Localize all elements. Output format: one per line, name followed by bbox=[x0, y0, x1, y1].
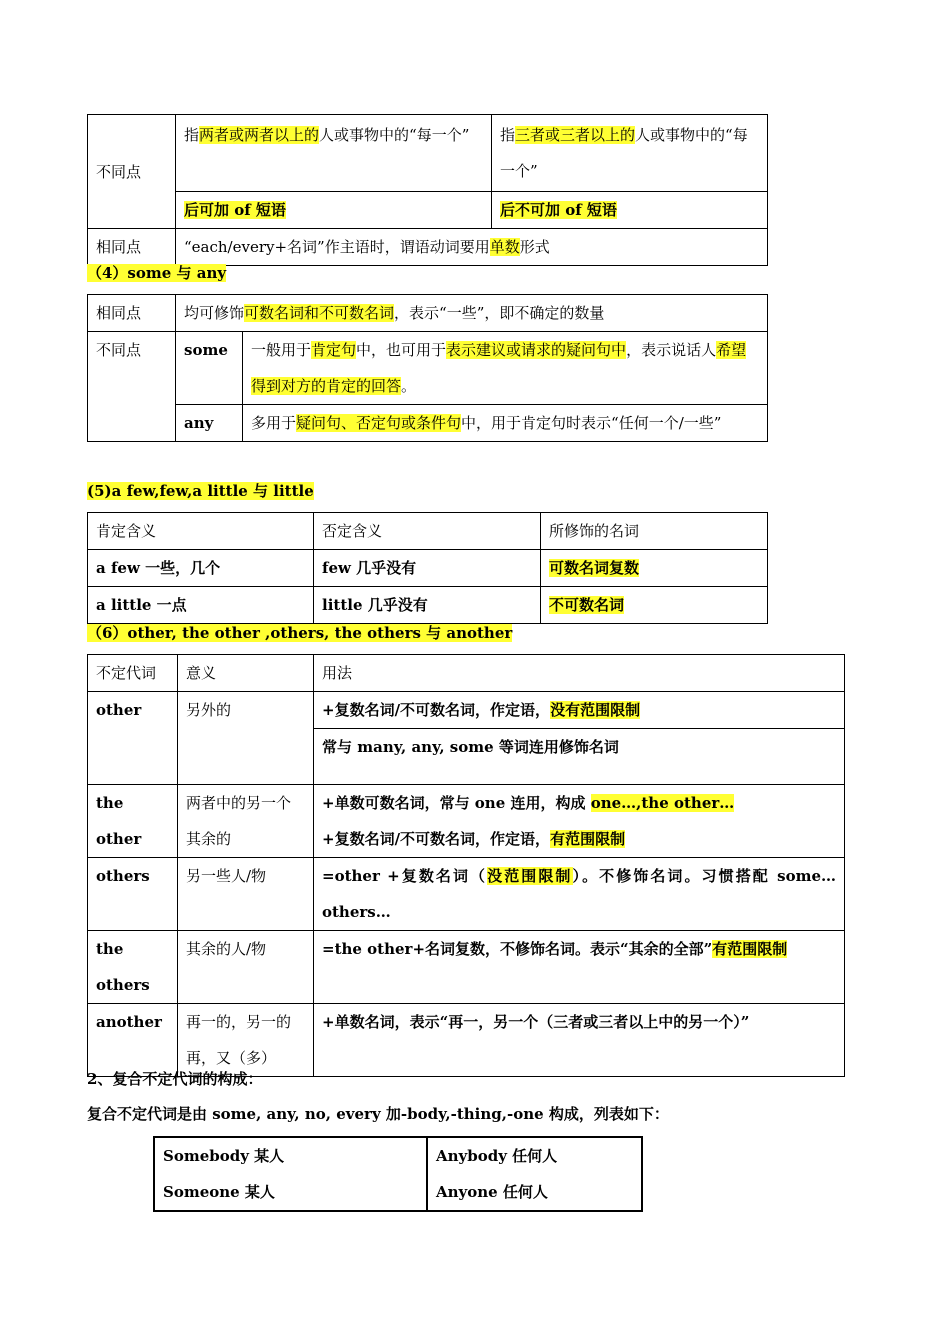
theothers-word: the others bbox=[88, 931, 178, 1004]
heading-few-little: (5)a few,few,a little 与 little bbox=[87, 482, 314, 500]
compound-pronoun-table bbox=[153, 1136, 643, 1212]
header-pronoun: 不定代词 bbox=[88, 655, 178, 692]
cell-some-forms: Somebody 某人 Someone 某人 bbox=[154, 1137, 427, 1211]
heading-some-any: （4）some 与 any bbox=[87, 264, 227, 282]
every-of-phrase: 后不可加 of 短语 bbox=[492, 192, 768, 229]
theothers-meaning: 其余的人/物 bbox=[178, 931, 314, 1004]
other-table bbox=[87, 654, 845, 1077]
same-label: 相同点 bbox=[88, 295, 176, 332]
other-usage-1: +复数名词/不可数名词，作定语，没有范围限制 bbox=[314, 692, 845, 729]
others-word: others bbox=[88, 858, 178, 931]
each-meaning: 指两者或两者以上的人或事物中的“每一个” bbox=[176, 115, 492, 192]
another-usage: +单数名词，表示“再一，另一个（三者或三者以上中的另一个）” bbox=[314, 1004, 845, 1077]
theother-usage: +单数可数名词，常与 one 连用，构成 one…,the other… +复数名词/不可数名词，作定语，有范围限制 bbox=[314, 785, 845, 858]
cell-any-forms: Anybody 任何人 Anyone 任何人 bbox=[427, 1137, 642, 1211]
same-description: 均可修饰可数名词和不可数名词，表示“一些”，即不确定的数量 bbox=[176, 295, 768, 332]
header-usage: 用法 bbox=[314, 655, 845, 692]
theother-word: the other bbox=[88, 785, 178, 858]
header-negative: 否定含义 bbox=[314, 513, 541, 550]
same-description: “each/every+名词”作主语时，谓语动词要用单数形式 bbox=[176, 229, 768, 266]
same-label: 相同点 bbox=[88, 229, 176, 266]
diff-label: 不同点 bbox=[88, 115, 176, 229]
some-usage: 一般用于肯定句中，也可用于表示建议或请求的疑问句中，表示说话人希望得到对方的肯定的回答。 bbox=[243, 332, 768, 405]
few-little-table bbox=[87, 512, 768, 624]
section2-intro: 复合不定代词是由 some, any, no, every 加-body,-thing,-one 构成，列表如下： bbox=[87, 1105, 669, 1123]
each-of-phrase: 后可加 of 短语 bbox=[176, 192, 492, 229]
cell-a-little: a little 一点 bbox=[88, 587, 314, 624]
other-usage-2: 常与 many, any, some 等词连用修饰名词 bbox=[314, 729, 845, 785]
header-meaning: 意义 bbox=[178, 655, 314, 692]
other-word: other bbox=[88, 692, 178, 785]
others-meaning: 另一些人/物 bbox=[178, 858, 314, 931]
cell-a-few: a few 一些，几个 bbox=[88, 550, 314, 587]
cell-few: few 几乎没有 bbox=[314, 550, 541, 587]
header-positive: 肯定含义 bbox=[88, 513, 314, 550]
section2-title: 2、复合不定代词的构成： bbox=[87, 1070, 263, 1088]
cell-little: little 几乎没有 bbox=[314, 587, 541, 624]
another-word: another bbox=[88, 1004, 178, 1077]
heading-other: （6）other, the other ,others, the others 与 another bbox=[87, 624, 513, 642]
any-usage: 多用于疑问句、否定句或条件句中，用于肯定句时表示“任何一个/一些” bbox=[243, 405, 768, 442]
header-noun: 所修饰的名词 bbox=[541, 513, 768, 550]
another-meaning: 再一的，另一的 再，又（多） bbox=[178, 1004, 314, 1077]
each-every-table bbox=[87, 114, 768, 266]
some-label: some bbox=[176, 332, 243, 405]
other-meaning: 另外的 bbox=[178, 692, 314, 785]
every-meaning: 指三者或三者以上的人或事物中的“每一个” bbox=[492, 115, 768, 192]
cell-uncountable: 不可数名词 bbox=[541, 587, 768, 624]
some-any-table bbox=[87, 294, 768, 442]
cell-countable: 可数名词复数 bbox=[541, 550, 768, 587]
diff-label: 不同点 bbox=[88, 332, 176, 442]
any-label: any bbox=[176, 405, 243, 442]
theother-meaning: 两者中的另一个 其余的 bbox=[178, 785, 314, 858]
theothers-usage: =the other+名词复数，不修饰名词。表示“其余的全部”有范围限制 bbox=[314, 931, 845, 1004]
others-usage: =other +复数名词（没范围限制）。不修饰名词。习惯搭配 some…others… bbox=[314, 858, 845, 931]
